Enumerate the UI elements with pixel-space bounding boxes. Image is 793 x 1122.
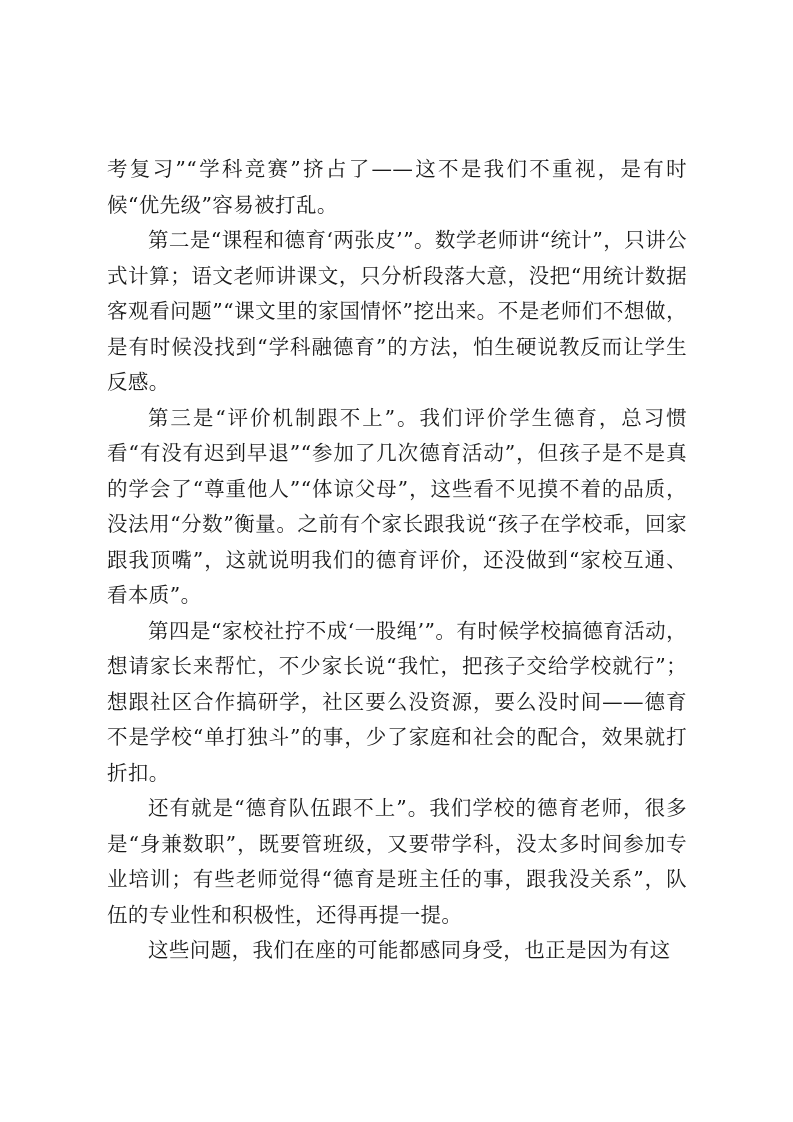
document-body: [107, 152, 687, 969]
paragraph-continuation: 考复习”“学科竞赛”挤占了——这不是我们不重视，是有时候“优先级”容易被打乱。: [107, 157, 687, 217]
paragraph-home-school-community: 第四是“家校社拧不成‘一股绳’”。有时候学校搞德育活动，想请家长来帮忙，不少家长说“我忙，把孩子交给学校就行”；想跟社区合作搞研学，社区要么没资源，要么没时间——德育不是学校“单打独斗”的事，少了家庭和社会的配合，效果就打折扣。: [107, 618, 687, 785]
paragraph-moral-education-team: 还有就是“德育队伍跟不上”。我们学校的德育老师，很多是“身兼数职”，既要管班级，又要带学科，没太多时间参加专业培训；有些老师觉得“德育是班主任的事，跟我没关系”，队伍的专业性和积极性，还得再提一提。: [107, 796, 687, 927]
paragraph-evaluation-mechanism: 第三是“评价机制跟不上”。我们评价学生德育，总习惯看“有没有迟到早退”“参加了几次德育活动”，但孩子是不是真的学会了“尊重他人”“体谅父母”，这些看不见摸不着的品质，没法用“分数”衡量。之前有个家长跟我说“孩子在学校乖，回家跟我顶嘴”，这就说明我们的德育评价，还没做到“家校互通、看本质”。: [107, 405, 687, 607]
paragraph-course-and-moral-education: 第二是“课程和德育‘两张皮’”。数学老师讲“统计”，只讲公式计算；语文老师讲课文，只分析段落大意，没把“用统计数据客观看问题”“课文里的家国情怀”挖出来。不是老师们不想做，是有时候没找到“学科融德育”的方法，怕生硬说教反而让学生反感。: [107, 228, 687, 394]
paragraph-closing: 这些问题，我们在座的可能都感同身受，也正是因为有这: [148, 938, 671, 962]
